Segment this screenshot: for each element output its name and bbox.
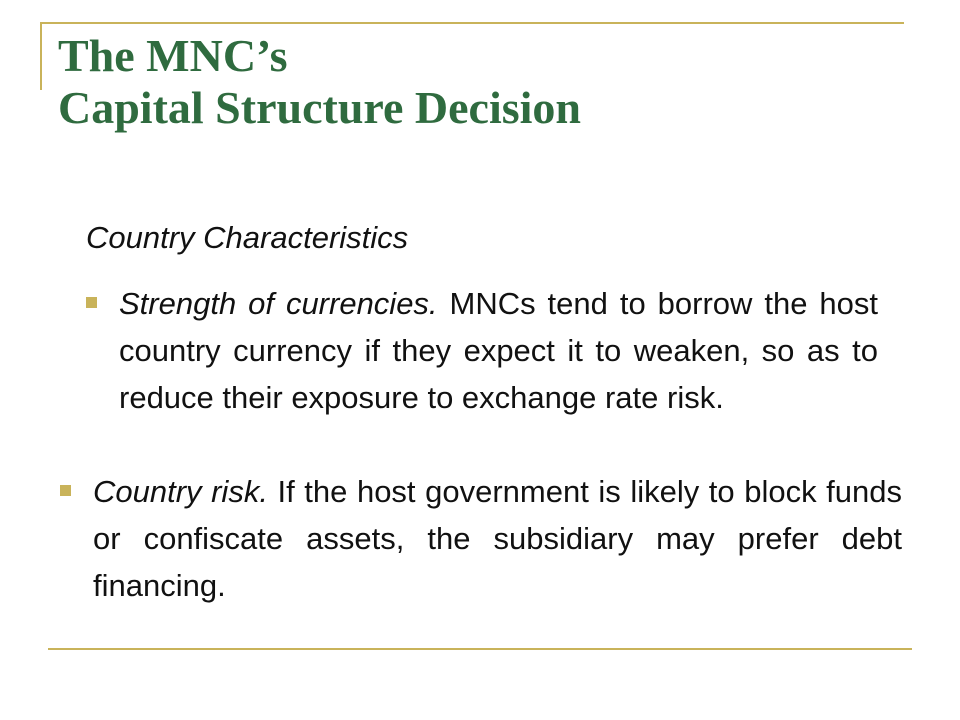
square-bullet-icon: [86, 297, 97, 308]
bullet-item-country-risk: [60, 468, 902, 609]
section-subtitle: Country Characteristics: [86, 220, 409, 255]
bullet-lead: Strength of currencies.: [119, 286, 438, 321]
top-rule: [40, 22, 904, 24]
bottom-rule: [48, 648, 912, 650]
bullet-body: If the host government is likely to block funds or confiscate assets, the subsidiary may prefer debt financing.: [93, 474, 902, 603]
bullet-body: MNCs tend to borrow the host country currency if they expect it to weaken, so as to reduce their exposure to exchange rate risk.: [119, 286, 878, 415]
title-line-1: The MNC’s: [58, 30, 288, 81]
slide-title: [58, 30, 581, 134]
bullet-text: [93, 468, 902, 609]
bullet-text: [119, 280, 878, 421]
left-rule: [40, 22, 42, 90]
title-line-2: Capital Structure Decision: [58, 82, 582, 133]
bullet-lead: Country risk.: [93, 474, 268, 509]
bullet-item-currency-strength: [86, 280, 878, 421]
square-bullet-icon: [60, 485, 71, 496]
